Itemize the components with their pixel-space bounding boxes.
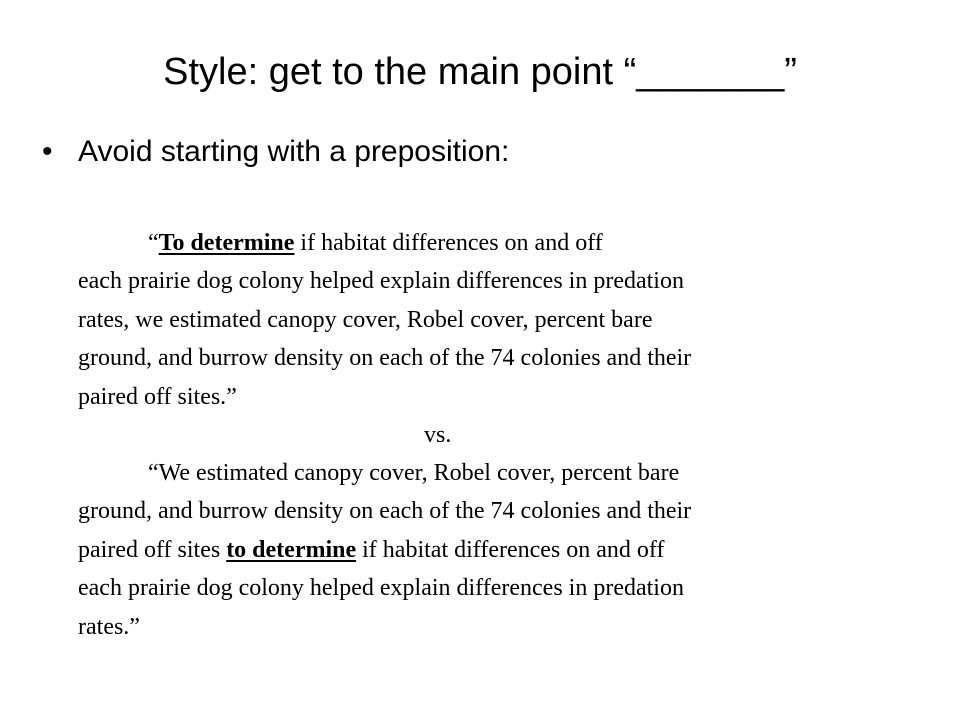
quote-before-line-1: [78, 224, 918, 262]
open-quote-mark: “: [148, 230, 159, 256]
quote-before-line-1-rest: if habitat differences on and off: [294, 230, 603, 256]
quote-before-line-5: paired off sites.”: [78, 383, 237, 410]
bullet-item: [42, 134, 509, 170]
quote-after-line-3-start: paired off sites: [78, 536, 227, 563]
bullet-text: Avoid starting with a preposition:: [78, 135, 510, 168]
quote-after-line-1: “We estimated canopy cover, Robel cover, percent bare: [148, 460, 680, 486]
quote-after-line-3: [78, 531, 918, 569]
emphasized-phrase: to determine: [226, 536, 357, 563]
slide-title: Style: get to the main point “_______”: [163, 51, 797, 93]
quote-after-line-5: rates.”: [78, 613, 140, 640]
quote-after-line-4: each prairie dog colony helped explain differences in predation: [78, 575, 684, 602]
versus-label: vs.: [424, 422, 452, 448]
quote-after: [78, 454, 918, 646]
quote-before-line-4: ground, and burrow density on each of the 74 colonies and their: [78, 345, 692, 372]
quote-before-line-3: rates, we estimated canopy cover, Robel cover, percent bare: [78, 306, 653, 333]
quote-before: [78, 224, 918, 416]
quote-before-line-2: each prairie dog colony helped explain differences in predation: [78, 268, 684, 295]
emphasized-phrase: To determine: [158, 230, 295, 256]
quote-after-line-2: ground, and burrow density on each of the 74 colonies and their: [78, 498, 692, 525]
bullet-marker: •: [42, 135, 53, 168]
quote-after-line-3-rest: if habitat differences on and off: [356, 536, 665, 563]
